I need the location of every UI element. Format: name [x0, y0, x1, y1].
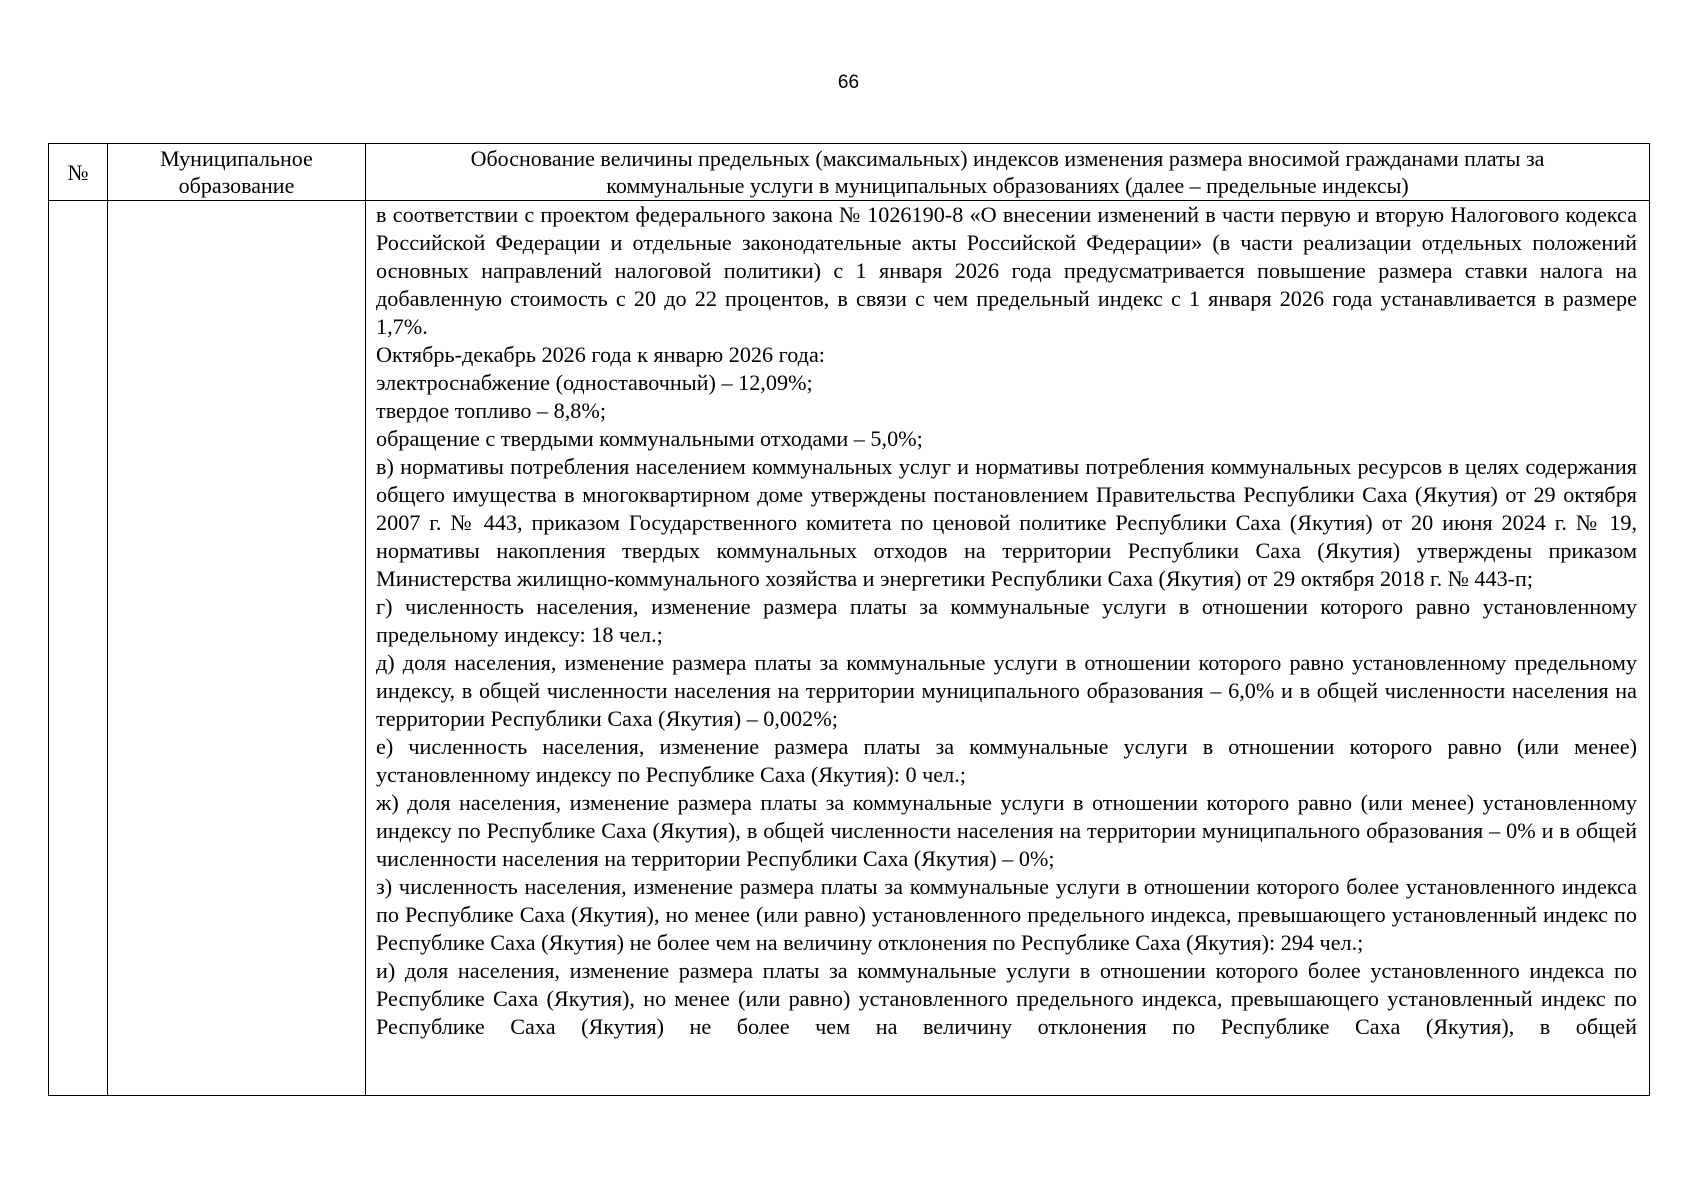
paragraph-item-e: е) численность населения, изменение размера платы за коммунальные услуги в отношении которого равно (или менее) установленному индексу по Республике Саха (Якутия): 0 чел.;	[376, 734, 1637, 787]
paragraph-waste: обращение с твердыми коммунальными отходами – 5,0%;	[376, 426, 923, 451]
cell-justification	[366, 201, 1650, 1096]
paragraph-item-zh: ж) доля населения, изменение размера платы за коммунальные услуги в отношении которого равно (или менее) установленному индексу по Республике Саха (Якутия), в общей численности населения на территории муниципального образования – 0% и в общей численности населения на территории Республики Саха (Якутия) – 0%;	[376, 790, 1637, 871]
paragraph-item-i: и) доля населения, изменение размера платы за коммунальные услуги в отношении которого более установленного индекса по Республике Саха (Якутия), но менее (или равно) установленного предельного индекса, превышающего установленный индекс по Республике Саха (Якутия) не более чем на величину отклонения по Республике Саха (Якутия), в общей	[376, 958, 1637, 1039]
justification-table	[48, 143, 1650, 1096]
paragraph-item-z: з) численность населения, изменение размера платы за коммунальные услуги в отношении которого более установленного индекса по Республике Саха (Якутия), но менее (или равно) установленного предельного индекса, превышающего установленный индекс по Республике Саха (Якутия) не более чем на величину отклонения по Республике Саха (Якутия): 294 чел.;	[376, 874, 1637, 955]
header-municipality: Муниципальное образование	[108, 144, 366, 201]
paragraph-electricity: электроснабжение (одноставочный) – 12,09%;	[376, 370, 813, 395]
paragraph-item-d: д) доля населения, изменение размера платы за коммунальные услуги в отношении которого равно установленному предельному индексу, в общей численности населения на территории муниципального образования – 6,0% и в общей численности населения на территории Республики Саха (Якутия) – 0,002%;	[376, 650, 1637, 731]
paragraph-item-g: г) численность населения, изменение размера платы за коммунальные услуги в отношении которого равно установленному предельному индексу: 18 чел.;	[376, 594, 1637, 647]
header-number: №	[49, 144, 108, 201]
paragraph-vat-increase: в соответствии с проектом федерального закона № 1026190-8 «О внесении изменений в части первую и вторую Налогового кодекса Российской Федерации и отдельные законодательные акты Российской Федерации» (в части реализации отдельных положений основных направлений налоговой политики) с 1 января 2026 года предусматривается повышение размера ставки налога на добавленную стоимость с 20 до 22 процентов, в связи с чем предельный индекс с 1 января 2026 года устанавливается в размере 1,7%.	[376, 202, 1637, 339]
table-header-row	[49, 144, 1650, 201]
paragraph-item-v: в) нормативы потребления населением коммунальных услуг и нормативы потребления коммунальных ресурсов в целях содержания общего имущества в многоквартирном доме утверждены постановлением Правительства Республики Саха (Якутия) от 29 октября 2007 г. № 443, приказом Государственного комитета по ценовой политике Республики Саха (Якутия) от 20 июня 2024 г. № 19, нормативы накопления твердых коммунальных отходов на территории Республики Саха (Якутия) утверждены приказом Министерства жилищно-коммунального хозяйства и энергетики Республики Саха (Якутия) от 29 октября 2018 г. № 443-п;	[376, 454, 1637, 591]
page-number: 66	[837, 72, 860, 93]
header-justification: Обоснование величины предельных (максимальных) индексов изменения размера вносимой гражданами платы за коммунальные услуги в муниципальных образованиях (далее – предельные индексы)	[366, 144, 1650, 201]
paragraph-period-heading: Октябрь-декабрь 2026 года к январю 2026 года:	[376, 342, 825, 367]
cell-municipality	[108, 201, 366, 1096]
paragraph-solid-fuel: твердое топливо – 8,8%;	[376, 398, 607, 423]
cell-number	[49, 201, 108, 1096]
table-row	[49, 201, 1650, 1096]
